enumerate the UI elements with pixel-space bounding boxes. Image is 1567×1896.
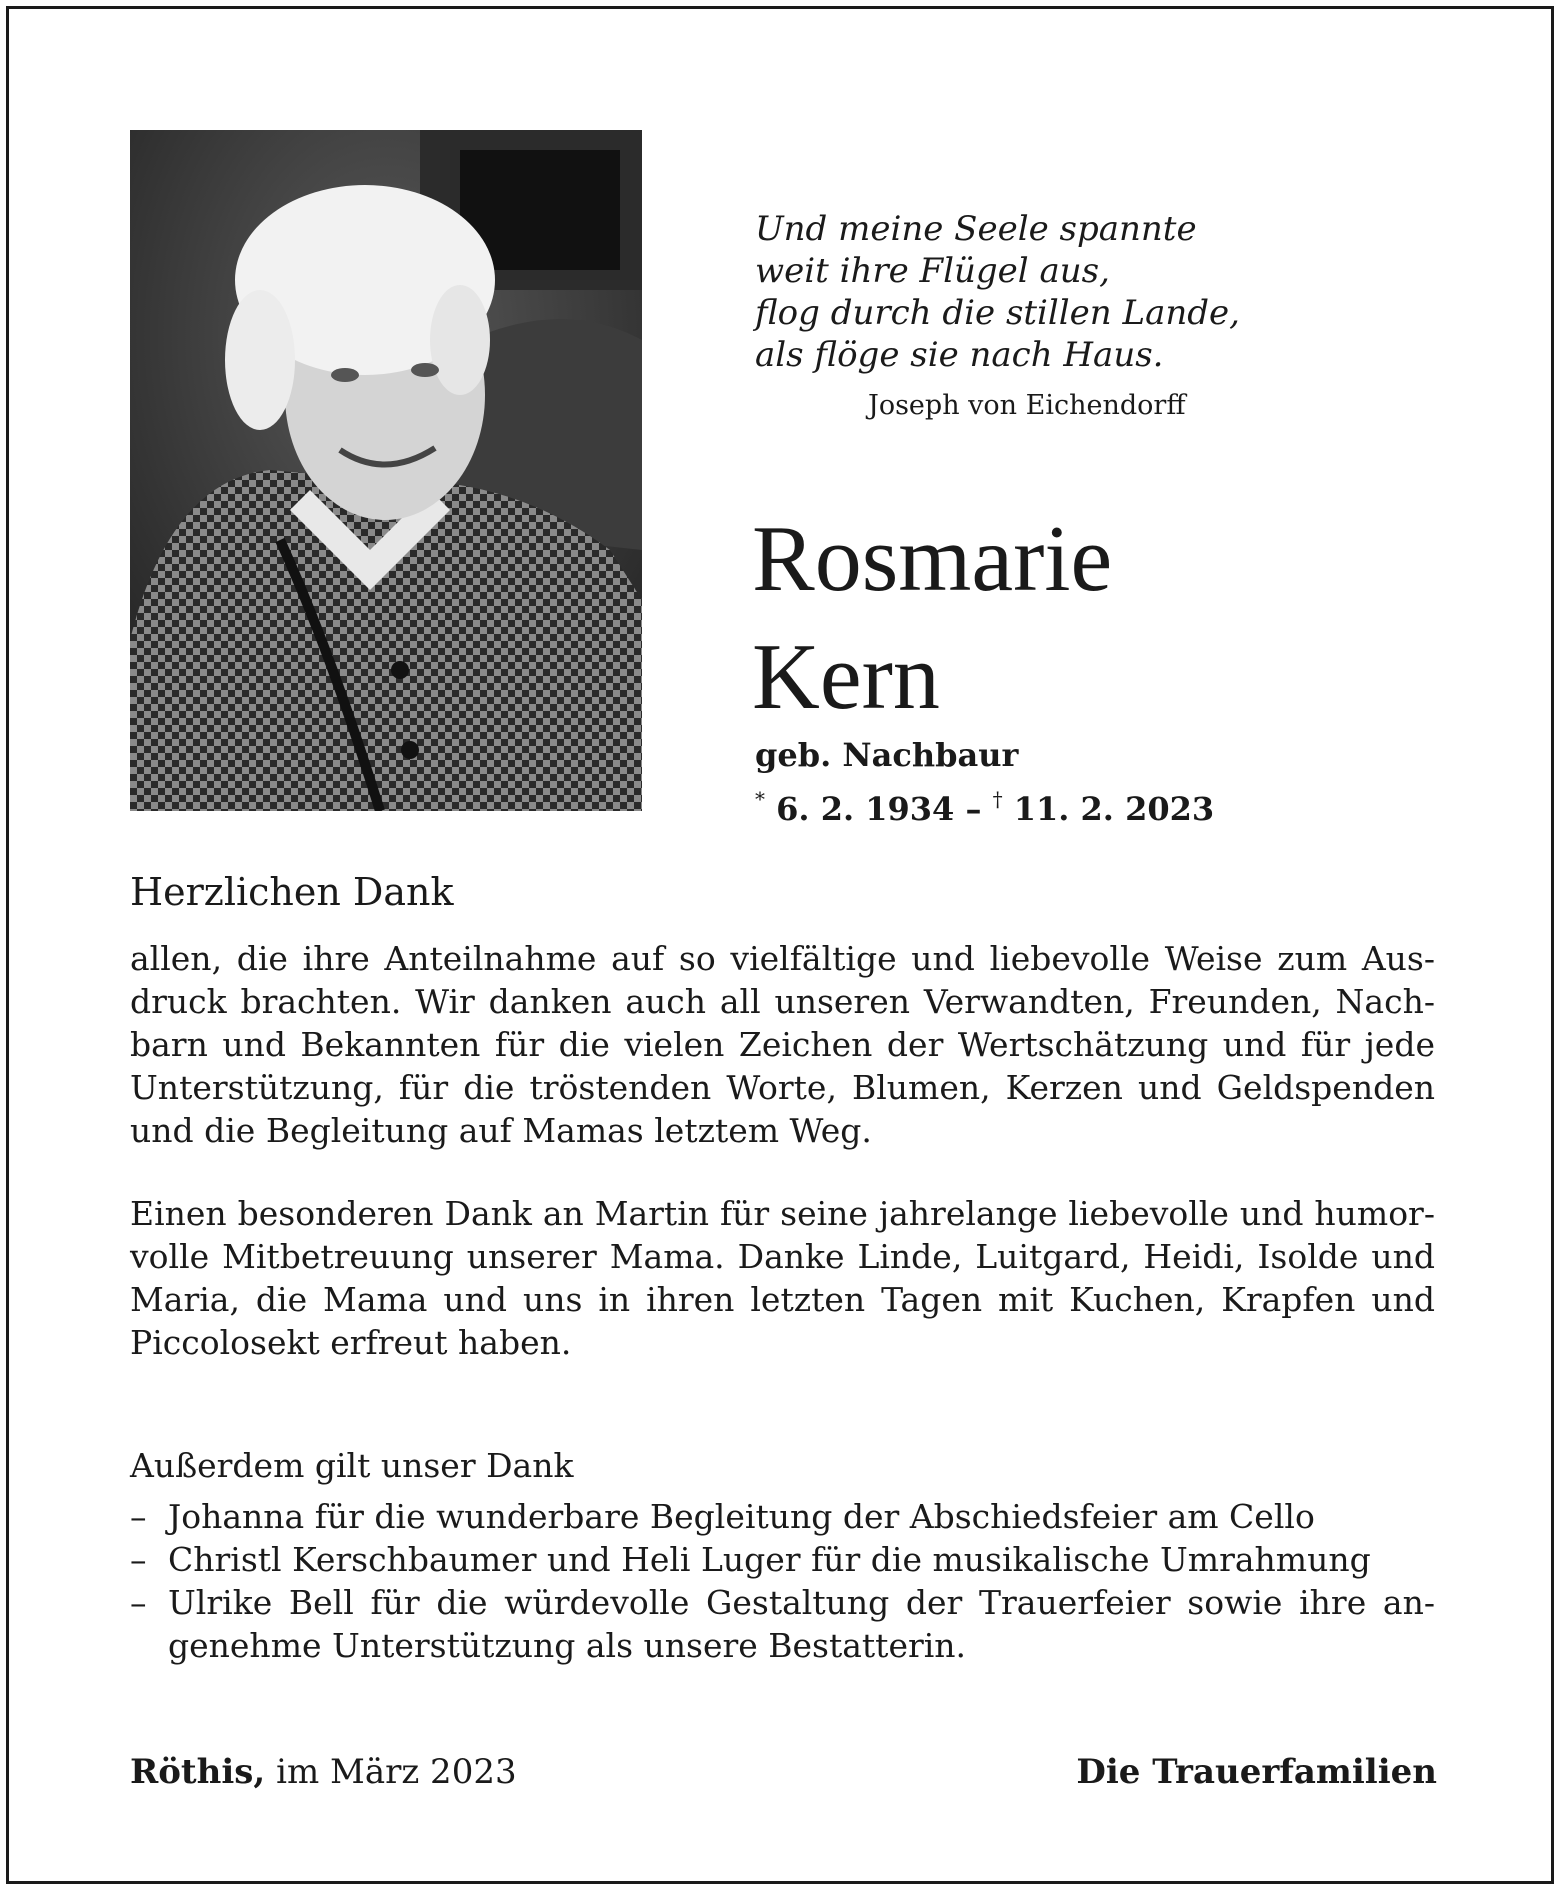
date-separator: – bbox=[965, 790, 982, 828]
first-name: Rosmarie bbox=[752, 507, 1113, 611]
text-line: barn und Bekannten für die vielen Zeichen der Wertschätzung und für jede bbox=[130, 1025, 1435, 1064]
list-item-text: genehme Unterstützung als unsere Bestatterin. bbox=[168, 1626, 967, 1665]
poem-author: Joseph von Eichendorff bbox=[868, 390, 1186, 421]
poem-line: flog durch die stillen Lande, bbox=[755, 293, 1240, 333]
birth-date: 6. 2. 1934 bbox=[776, 790, 955, 828]
life-dates bbox=[755, 778, 1214, 830]
text-line: Unterstützung, für die tröstenden Worte, Blumen, Kerzen und Geldspenden bbox=[130, 1068, 1435, 1107]
text-line: Einen besonderen Dank an Martin für seine jahrelange liebevolle und humor- bbox=[130, 1194, 1435, 1233]
thanks-paragraph-2 bbox=[130, 1192, 1435, 1364]
text-line: druck brachten. Wir danken auch all unseren Verwandten, Freunden, Nach- bbox=[130, 982, 1435, 1021]
thanks-heading: Herzlichen Dank bbox=[130, 870, 454, 914]
poem-quote bbox=[755, 208, 1275, 376]
list-item bbox=[130, 1495, 1435, 1538]
list-dash: – bbox=[130, 1497, 147, 1536]
last-name: Kern bbox=[752, 625, 940, 729]
text-line: Piccolosekt erfreut haben. bbox=[130, 1323, 572, 1362]
list-item bbox=[130, 1581, 1435, 1667]
text-line: allen, die ihre Anteilnahme auf so vielfältige und liebevolle Weise zum Aus- bbox=[130, 939, 1435, 978]
poem-line: als flöge sie nach Haus. bbox=[755, 335, 1164, 375]
poem-line: Und meine Seele spannte bbox=[755, 209, 1197, 249]
list-item bbox=[130, 1538, 1435, 1581]
list-dash: – bbox=[130, 1540, 147, 1579]
death-date: 11. 2. 2023 bbox=[1013, 790, 1215, 828]
portrait-photo bbox=[130, 130, 642, 811]
list-item-text: Christl Kerschbaumer und Heli Luger für die musikalische Umrahmung bbox=[168, 1540, 1371, 1579]
died-symbol: † bbox=[992, 787, 1003, 811]
place: Röthis, bbox=[130, 1752, 266, 1792]
list-item-text: Ulrike Bell für die würdevolle Gestaltung der Trauerfeier sowie ihre an- bbox=[168, 1583, 1435, 1622]
poem-line: weit ihre Flügel aus, bbox=[755, 251, 1110, 291]
thanks-paragraph-1 bbox=[130, 937, 1435, 1152]
deceased-name bbox=[752, 500, 1112, 736]
born-symbol: * bbox=[755, 787, 765, 811]
birth-name: geb. Nachbaur bbox=[755, 736, 1019, 774]
signature: Die Trauerfamilien bbox=[1076, 1752, 1437, 1792]
also-thanks-heading: Außerdem gilt unser Dank bbox=[130, 1446, 574, 1485]
date: im März 2023 bbox=[276, 1752, 517, 1792]
list-item-text: Johanna für die wunderbare Begleitung der Abschiedsfeier am Cello bbox=[168, 1497, 1315, 1536]
text-line: volle Mitbetreuung unserer Mama. Danke Linde, Luitgard, Heidi, Isolde und bbox=[130, 1237, 1435, 1276]
thanks-list bbox=[130, 1495, 1435, 1667]
text-line: und die Begleitung auf Mamas letztem Weg. bbox=[130, 1111, 872, 1150]
place-date bbox=[130, 1750, 517, 1794]
text-line: Maria, die Mama und uns in ihren letzten Tagen mit Kuchen, Krapfen und bbox=[130, 1280, 1435, 1319]
list-dash: – bbox=[130, 1583, 147, 1622]
